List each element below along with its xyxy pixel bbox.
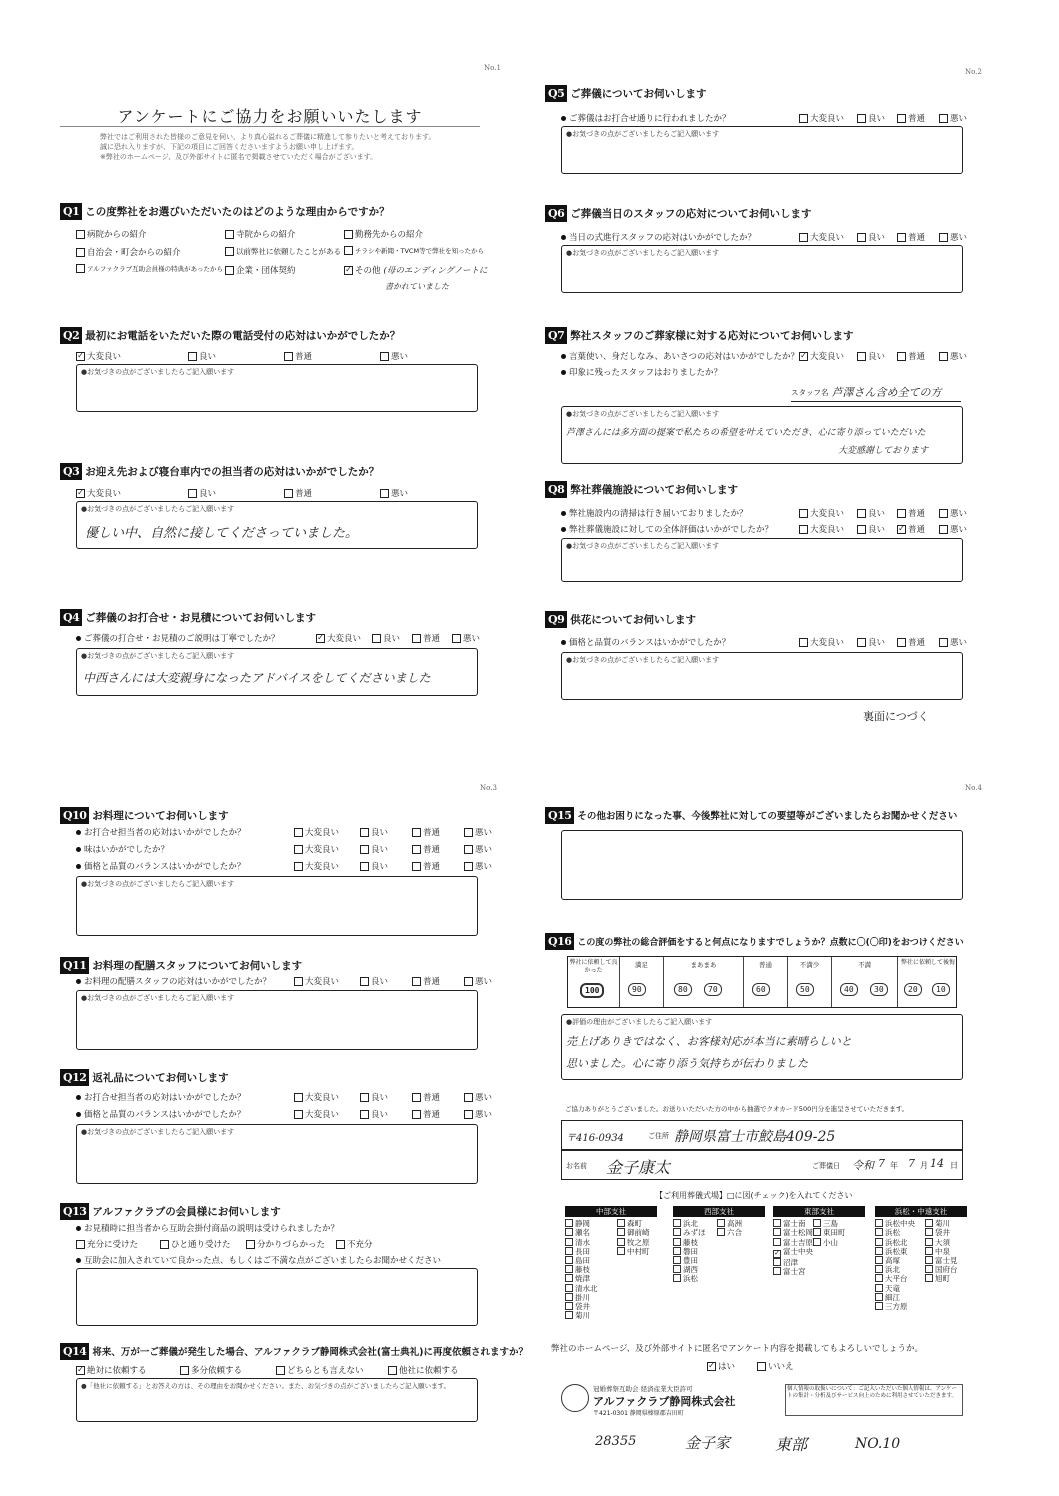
branch-option[interactable]: 清水北 [565, 1284, 657, 1293]
survey-title: アンケートにご協力をお願いいたします [117, 107, 423, 126]
branch-option[interactable]: 藤枝 [673, 1238, 765, 1247]
branch-option[interactable]: 中泉 [925, 1247, 990, 1256]
q9-badge: Q9 [545, 611, 567, 628]
q10-option[interactable]: 悪い [464, 860, 492, 872]
thanks-text: ご協力ありがとうございました。お送りいただいた方の中から抽選でクオカード500円分を進呈させていただきます。 [565, 1105, 909, 1113]
branch-option[interactable]: 浜松 [875, 1228, 967, 1237]
q14-title: 将来、万が一ご葬儀が発生した場合、アルファクラブ静岡株式会社(富士典礼)に再度依頼されますか？ [92, 1347, 529, 1358]
q8-option[interactable]: 良い [857, 523, 897, 535]
q10-title: お料理についてお伺いします [92, 809, 229, 822]
score-header: 弊社に依頼して後悔 [900, 959, 955, 966]
branch-option[interactable]: 掛川 [565, 1293, 657, 1302]
q12-option[interactable]: 普通 [412, 1108, 464, 1120]
q10-option[interactable]: 良い [360, 843, 412, 855]
branch-option[interactable]: ✓ 富士中央 [773, 1247, 865, 1258]
branch-option[interactable]: 小山 [813, 1238, 855, 1247]
q4-option[interactable]: ✓ 大変良い [316, 632, 372, 644]
score-option[interactable]: 30 [870, 983, 888, 996]
q5-comment-box[interactable]: ●お気づきの点がございましたらご記入願います [561, 126, 963, 174]
q4-title: ご葬儀のお打合せ・お見積についてお伺いします [85, 611, 317, 624]
score-option[interactable]: 50 [796, 983, 814, 996]
q8-sub2: 弊社葬儀施設に対しての全体評価はいかがでしたか？ [569, 525, 774, 535]
branch-option[interactable]: 浜松北 [875, 1238, 967, 1247]
q16-title: この度の弊社の総合評価をすると何点になりますでしょうか？点数に〇(〇印)をおつけください [577, 937, 964, 948]
q7-option[interactable]: 普通 [897, 350, 939, 362]
branch-option[interactable]: 浜松中央 [875, 1219, 967, 1228]
name-value: 金子康太 [606, 1158, 671, 1177]
q9-option[interactable]: 大変良い [799, 636, 857, 648]
q6-sub: 当日の式進行スタッフの応対はいかがでしたか？ [569, 233, 757, 243]
q15-badge: Q15 [545, 807, 574, 824]
q8-option[interactable]: 良い [857, 507, 897, 519]
q5-title: ご葬儀についてお伺いします [570, 87, 707, 100]
branch-option[interactable]: 焼津 [565, 1274, 657, 1283]
page-number: No.1 [484, 64, 501, 72]
q16-comment-2: 思いました。心に寄り添う気持ちが伝わりました [566, 1057, 808, 1070]
branch-header: 東部支社 [773, 1206, 865, 1217]
q7-sub2: 印象に残ったスタッフはおりましたか？ [569, 368, 723, 378]
branch-option[interactable]: 東田町 [813, 1228, 855, 1237]
branch-option[interactable]: 清水 [565, 1238, 657, 1247]
branch-option[interactable]: 豊田 [673, 1256, 765, 1265]
branch-title: 【ご利用葬儀式場】□に図(チェック)を入れてください [655, 1191, 853, 1200]
score-option[interactable]: 40 [840, 983, 858, 996]
branch-option[interactable]: 湖西 [673, 1265, 765, 1274]
branch-option[interactable]: 静岡 [565, 1219, 657, 1228]
q12-title: 返礼品についてお伺いします [92, 1071, 229, 1084]
handwritten-number: NO.10 [855, 1436, 901, 1452]
consent-no[interactable]: いいえ [757, 1360, 794, 1372]
q7-sub1: 言葉使い、身だしなみ、あいさつの応対はいかがでしたか？ [569, 352, 800, 362]
q5-sub: ご葬儀はお打合せ通りに行われましたか？ [569, 114, 731, 124]
postal-code: 〒416-0934 [566, 1133, 624, 1144]
company-name: アルファクラブ静岡株式会社 [593, 1395, 736, 1408]
q2-comment-box[interactable]: ●お気づきの点がございましたらご記入願います [76, 364, 478, 412]
branch-option[interactable]: 瀬名 [565, 1228, 657, 1237]
branch-option[interactable]: 長田 [565, 1247, 657, 1256]
q3-title: お迎え先および寝台車内での担当者の応対はいかがでしたか？ [85, 465, 380, 478]
q6-comment-box[interactable]: ●お気づきの点がございましたらご記入願います [561, 245, 963, 293]
q7-title: 弊社スタッフのご葬家様に対する応対についてお伺いします [570, 329, 854, 342]
q16-comment: 売上げありきではなく、お客様対応が本当に素晴らしいと [566, 1035, 852, 1048]
q2-badge: Q2 [60, 327, 82, 344]
q4-option[interactable]: 普通 [412, 632, 452, 644]
q9-option[interactable]: 良い [857, 636, 897, 648]
branch-column [813, 1206, 855, 1247]
branch-option[interactable]: 沼津 [773, 1258, 865, 1267]
branch-option[interactable]: 三島 [813, 1219, 855, 1228]
branch-option[interactable]: 富士松岡 [773, 1228, 865, 1237]
q5-option[interactable]: 大変良い [799, 112, 857, 124]
date-era: 令和 [852, 1159, 874, 1172]
q11-sub: お料理の配膳スタッフの応対はいかがでしたか？ [84, 977, 272, 987]
score-option[interactable]: 100 [580, 983, 604, 998]
branch-header: 西部支社 [673, 1206, 765, 1217]
branch-option[interactable]: 六合 [717, 1228, 759, 1237]
score-option[interactable]: 70 [704, 983, 722, 996]
branch-option[interactable]: 旭町 [925, 1274, 990, 1283]
handwritten-no: 28355 [595, 1434, 637, 1449]
q12-option[interactable]: 良い [360, 1091, 412, 1103]
q1-option[interactable]: 寺院からの紹介 [225, 228, 296, 240]
q1-badge: Q1 [60, 203, 82, 220]
q8-option[interactable]: ✓ 普通 [897, 523, 939, 535]
q1-option[interactable]: 勤務先からの紹介 [344, 228, 423, 240]
q1-option[interactable]: アルファクラブ互助会員様の特典があったから [76, 264, 223, 273]
branch-option[interactable]: 袋井 [565, 1302, 657, 1311]
score-option[interactable]: 80 [674, 983, 692, 996]
q5-badge: Q5 [545, 85, 567, 102]
q11-option[interactable]: 大変良い [294, 975, 360, 987]
address-value: 静岡県富士市鮫島409-25 [674, 1129, 836, 1145]
branch-option[interactable]: 高洲 [717, 1219, 759, 1228]
q9-comment-box[interactable]: ●お気づきの点がございましたらご記入願います [561, 652, 963, 700]
q15-comment-box[interactable] [561, 830, 963, 900]
q8-option[interactable]: 悪い [939, 507, 967, 519]
q2-option[interactable]: 普通 [284, 350, 380, 362]
score-header: 不満 [858, 961, 871, 969]
q10-option[interactable]: 普通 [412, 826, 464, 838]
q2-option[interactable]: 良い [188, 350, 284, 362]
date-day: 14 [930, 1157, 944, 1170]
score-option[interactable]: 20 [904, 983, 922, 996]
q6-option[interactable]: 大変良い [799, 231, 857, 243]
q14-option[interactable]: どちらとも言えない [276, 1364, 388, 1376]
q4-option[interactable]: 悪い [452, 632, 480, 644]
score-option[interactable]: 60 [752, 983, 770, 996]
q7-option[interactable]: 良い [857, 350, 897, 362]
q10-option[interactable]: 悪い [464, 843, 492, 855]
q6-option[interactable]: 悪い [939, 231, 967, 243]
q1-option[interactable]: 自治会・町会からの紹介 [76, 246, 181, 258]
q8-option[interactable]: 大変良い [799, 523, 857, 535]
branch-option[interactable]: 浜松 [673, 1274, 765, 1283]
q6-option[interactable]: 良い [857, 231, 897, 243]
q7-badge: Q7 [545, 327, 567, 344]
consent-yes[interactable]: ✓ はい [707, 1360, 757, 1372]
q5-option[interactable]: 普通 [897, 112, 939, 124]
handwritten-family: 金子家 [685, 1434, 731, 1452]
q13-option[interactable]: ひと通り受けた [160, 1238, 246, 1250]
branch-option[interactable]: 藤枝 [565, 1265, 657, 1274]
page-number: No.3 [480, 784, 497, 792]
q10-option[interactable]: 大変良い [294, 843, 360, 855]
q2-title: 最初にお電話をいただいた際の電話受付の応対はいかがでしたか？ [85, 329, 401, 342]
page-3 [60, 780, 540, 1460]
q3-comment-box[interactable]: ●お気づきの点がございましたらご記入願います 優しい中、自然に接してくださっていました。 [76, 501, 478, 549]
q8-option[interactable]: 大変良い [799, 507, 857, 519]
q3-option[interactable]: ✓ 大変良い [76, 487, 188, 499]
q1-option[interactable]: 以前弊社に依頼したことがある [225, 246, 341, 257]
branch-option[interactable]: 島田 [565, 1256, 657, 1265]
branch-header: 浜松・中遠支社 [875, 1206, 967, 1217]
q10-option[interactable]: 大変良い [294, 826, 360, 838]
page-1 [60, 60, 540, 740]
branch-column [925, 1206, 990, 1284]
q12-badge: Q12 [60, 1069, 89, 1086]
branch-option[interactable]: 袋井 [925, 1228, 990, 1237]
q3-option[interactable]: 良い [188, 487, 284, 499]
branch-option[interactable]: みずほ [673, 1228, 765, 1237]
date-label: ご葬儀日 [812, 1162, 840, 1170]
branch-option[interactable]: 磐田 [673, 1247, 765, 1256]
q8-title: 弊社葬儀施設についてお伺いします [570, 483, 739, 496]
branch-option[interactable]: 浜北 [673, 1219, 765, 1228]
branch-option[interactable]: 浜北 [875, 1265, 967, 1274]
q11-title: お料理の配膳スタッフについてお伺いします [92, 959, 303, 972]
q11-option[interactable]: 普通 [412, 975, 464, 987]
q2-option[interactable]: 悪い [380, 350, 408, 362]
q10-comment-box[interactable]: ●お気づきの点がございましたらご記入願います [76, 876, 478, 936]
q10-option[interactable]: 悪い [464, 826, 492, 838]
q16-badge: Q16 [545, 933, 574, 950]
privacy-note: 個人情報の取扱いについて：ご記入いただいた個人情報は、アンケートの集計・分析及びサービス向上のために利用させていただきます。 [785, 1384, 963, 1416]
branch-option[interactable]: 三方原 [875, 1302, 967, 1311]
q3-option[interactable]: 悪い [380, 487, 408, 499]
date-month: 7 [908, 1157, 915, 1170]
q1-other-text: (母のエンディングノートに [383, 266, 488, 276]
q5-option[interactable]: 悪い [939, 112, 967, 124]
q14-option[interactable]: 他社に依頼する [388, 1364, 459, 1376]
branch-option[interactable]: 天竜 [875, 1284, 967, 1293]
q13-title: アルファクラブの会員様にお伺いします [92, 1205, 281, 1218]
branch-option[interactable]: 高塚 [875, 1256, 967, 1265]
page-2 [545, 60, 1025, 740]
branch-option[interactable]: 森町 [617, 1219, 659, 1228]
company-logo [561, 1384, 589, 1412]
q4-comment: 中西さんには大変親身になったアドバイスをしてくださいました [83, 671, 431, 685]
page-number: No.2 [965, 68, 982, 76]
q10-option[interactable]: 大変良い [294, 860, 360, 872]
q1-other-text-2: 書かれていました [385, 282, 449, 291]
q10-option[interactable]: 良い [360, 860, 412, 872]
q13-option[interactable]: 分かりづらかった [246, 1238, 336, 1250]
name-label: お名前 [566, 1162, 587, 1170]
intro-text: 弊社ではご利用された皆様のご意見を伺い、より真心溢れるご葬儀に精進して参りたいと考えております。 誠に恐れ入りますが、下記の項目にご回答くださいますようお願い申し上げます。 ※弊社のホームページ、及び外部サイトに匿名で掲載させていただく場合がございます。 [100, 133, 436, 161]
page-4 [545, 780, 1025, 1480]
q7-comment-box[interactable]: ●お気づきの点がございましたらご記入願います 芦澤さんには多方面の提案で私たちの希望を叶えていただき、心に寄り添っていただいた 大変感謝しております [561, 406, 963, 464]
branch-option[interactable]: 細江 [875, 1293, 967, 1302]
company-sub2: 〒421-0301 静岡県榛原郡吉田町 [593, 1410, 684, 1417]
q12-option[interactable]: 良い [360, 1108, 412, 1120]
q14-badge: Q14 [60, 1343, 89, 1360]
q1-option[interactable]: チラシや新聞・TVCM等で弊社を知ったから [344, 246, 484, 255]
q14-option[interactable]: 多分依頼する [180, 1364, 276, 1376]
handwritten-branch: 東部 [775, 1435, 808, 1454]
score-header: 弊社に依頼して良かった [569, 959, 618, 974]
q4-sub: ご葬儀の打合せ・お見積のご説明は丁寧でしたか？ [84, 634, 280, 644]
branch-option[interactable]: 中村町 [617, 1247, 659, 1256]
q6-title: ご葬儀当日のスタッフの応対についてお伺いします [570, 207, 812, 220]
q14-comment-box[interactable]: ●「他社に依頼する」とお答えの方は、その理由をお聞かせください。また、お気づきの点がございましたらご記入願います。 [76, 1378, 478, 1422]
address-row[interactable] [561, 1120, 963, 1150]
score-table [567, 956, 957, 1008]
q4-badge: Q4 [60, 609, 82, 626]
q13-option[interactable]: 不充分 [336, 1238, 373, 1250]
date-year: 7 [878, 1157, 885, 1170]
q8-option[interactable]: 普通 [897, 507, 939, 519]
q15-title: その他お困りになった事、今後弊社に対しての要望等がございましたらお聞かせください [577, 811, 958, 822]
q7-staff-name: 芦澤さん含め全ての方 [831, 386, 942, 399]
q10-option[interactable]: 普通 [412, 860, 464, 872]
branch-option[interactable]: 菊川 [925, 1219, 990, 1228]
q1-option-other[interactable]: ✓ その他 [344, 264, 381, 276]
q13-sub2: 互助会に加入されていて良かった点、もしくはご不満な点がございましたらお聞かせください [84, 1256, 442, 1266]
q9-option[interactable]: 普通 [897, 636, 939, 648]
q10-option[interactable]: 良い [360, 826, 412, 838]
q16-comment-box[interactable]: ●評価の理由がございましたらご記入願います 売上げありきではなく、お客様対応が本当に素晴らしいと 思いました。心に寄り添う気持ちが伝わりました [561, 1014, 963, 1080]
q1-title: この度弊社をお選びいただいたのはどのような理由からですか？ [85, 205, 390, 218]
q12-option[interactable]: 大変良い [294, 1091, 360, 1103]
q7-comment: 芦澤さんには多方面の提案で私たちの希望を叶えていただき、心に寄り添っていただいた [566, 428, 926, 438]
q5-option[interactable]: 良い [857, 112, 897, 124]
q3-comment: 優しい中、自然に接してくださっていました。 [85, 526, 359, 541]
q8-comment-box[interactable]: ●お気づきの点がございましたらご記入願います [561, 538, 963, 582]
q9-sub: 価格と品質のバランスはいかがでしたか？ [569, 638, 731, 648]
score-header: 満足 [635, 961, 648, 969]
branch-option[interactable]: 菊川 [565, 1311, 657, 1320]
q10-sub: お打合せ担当者の応対はいかがでしたか？ [84, 828, 246, 838]
q8-badge: Q8 [545, 481, 567, 498]
q12-option[interactable]: 悪い [464, 1108, 492, 1120]
q11-option[interactable]: 悪い [464, 975, 492, 987]
q7-option[interactable]: 悪い [939, 350, 967, 362]
branch-option[interactable]: 御前崎 [617, 1228, 659, 1237]
branch-header: 中部支社 [565, 1206, 657, 1217]
branch-option[interactable]: 大平台 [875, 1274, 967, 1283]
score-option[interactable]: 90 [628, 983, 646, 996]
q11-option[interactable]: 良い [360, 975, 412, 987]
q8-sub1: 弊社施設内の清掃は行き届いておりましたか？ [569, 509, 748, 519]
q12-sub: お打合せ担当者の応対はいかがでしたか？ [84, 1093, 246, 1103]
q4-option[interactable]: 良い [372, 632, 412, 644]
q7-option[interactable]: ✓ 大変良い [799, 350, 857, 362]
q11-comment-box[interactable]: ●お気づきの点がございましたらご記入願います [76, 990, 478, 1050]
q10-badge: Q10 [60, 807, 89, 824]
branch-option[interactable]: 富士宮 [773, 1267, 865, 1276]
q3-option[interactable]: 普通 [284, 487, 380, 499]
q12-comment-box[interactable]: ●お気づきの点がございましたらご記入願います [76, 1124, 478, 1184]
branch-option[interactable]: 浜松東 [875, 1247, 967, 1256]
q13-option[interactable]: 充分に受けた [76, 1238, 160, 1250]
q6-badge: Q6 [545, 205, 567, 222]
q10-option[interactable]: 普通 [412, 843, 464, 855]
branch-option[interactable]: 富士見 [925, 1256, 990, 1265]
q11-badge: Q11 [60, 957, 89, 974]
branch-option[interactable]: 国府台 [925, 1265, 990, 1274]
q1-option[interactable]: 企業・団体契約 [225, 264, 296, 276]
q12-option[interactable]: 悪い [464, 1091, 492, 1103]
continue-note: 裏面につづく [863, 710, 929, 723]
q13-comment-box[interactable] [76, 1268, 478, 1326]
q9-option[interactable]: 悪い [939, 636, 967, 648]
q4-comment-box[interactable]: ●お気づきの点がございましたらご記入願います 中西さんには大変親身になったアドバイスをしてくださいました [76, 648, 478, 696]
branch-column [617, 1206, 659, 1256]
q7-staff-label: スタッフ名 [791, 387, 829, 397]
q13-sub1: お見積時に担当者から互助会掛付商品の説明は受けられましたか？ [84, 1224, 340, 1234]
consent-text: 弊社のホームページ、及び外部サイトに匿名でアンケート内容を掲載してもよろしいでしょうか。 [551, 1344, 924, 1354]
q12-sub: 価格と品質のバランスはいかがでしたか？ [84, 1110, 246, 1120]
score-header: 普通 [759, 961, 772, 969]
address-label: ご住所 [648, 1132, 669, 1140]
q7-comment-2: 大変感謝しております [838, 446, 929, 456]
page-number: No.4 [965, 784, 982, 792]
q9-title: 供花についてお伺いします [570, 613, 697, 626]
branch-option[interactable]: 富士南 [773, 1219, 865, 1228]
score-option[interactable]: 10 [932, 983, 950, 996]
q10-sub: 価格と品質のバランスはいかがでしたか？ [84, 862, 246, 872]
company-sub1: 冠婚葬祭互助会 経済産業大臣許可 [593, 1385, 693, 1393]
q12-option[interactable]: 普通 [412, 1091, 464, 1103]
q3-badge: Q3 [60, 463, 82, 480]
q2-option[interactable]: ✓ 大変良い [76, 350, 188, 362]
q12-option[interactable]: 大変良い [294, 1108, 360, 1120]
score-header: 不満少 [799, 961, 820, 969]
branch-column [717, 1206, 759, 1238]
q8-option[interactable]: 悪い [939, 523, 967, 535]
name-row[interactable]: お名前 金子康太 ご葬儀日 令和 7 年 7 月 14 日 [561, 1150, 963, 1180]
branch-option[interactable]: 大須 [925, 1238, 990, 1247]
q6-option[interactable]: 普通 [897, 231, 939, 243]
score-header: まあまあ [690, 961, 717, 969]
q13-badge: Q13 [60, 1203, 89, 1220]
branch-option[interactable]: 牧之原 [617, 1238, 659, 1247]
q10-sub: 味はいかがでしたか？ [84, 845, 170, 855]
q1-option[interactable]: 病院からの紹介 [76, 228, 147, 240]
branch-option[interactable]: 富士吉原 [773, 1238, 865, 1247]
q14-option[interactable]: ✓ 絶対に依頼する [76, 1364, 180, 1376]
